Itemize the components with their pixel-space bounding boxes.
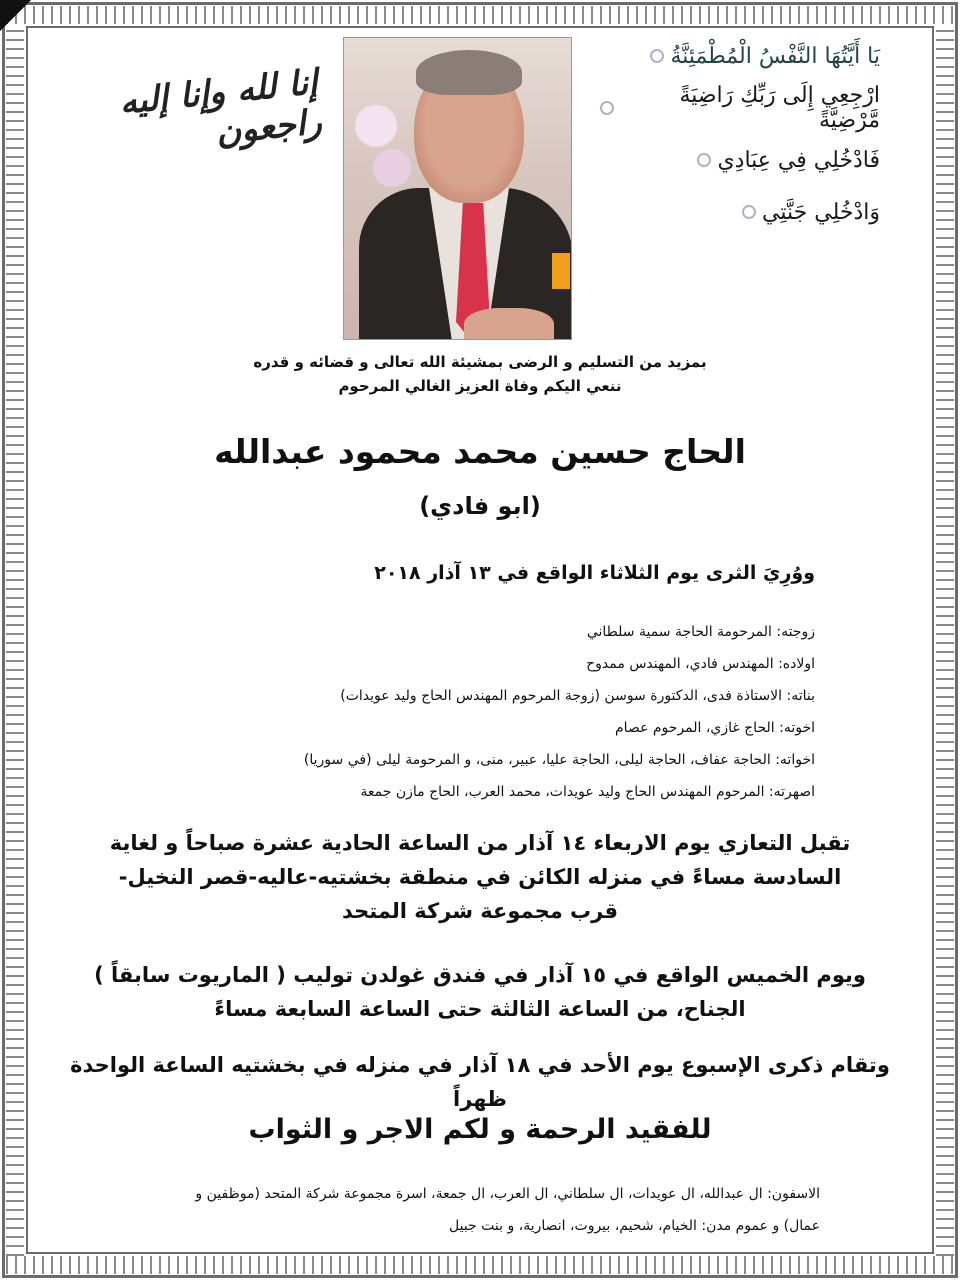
verse-line: [600, 134, 880, 186]
calligraphy-inna-lillah: إنا لله وإنا إليه راجعون: [117, 62, 324, 153]
verse-line: [600, 186, 880, 238]
verse-text: وَادْخُلِي جَنَّتِي: [762, 199, 880, 225]
verse-text: يَا أَيَّتُهَا النَّفْسُ الْمُطْمَئِنَّةُ: [670, 43, 880, 69]
closing-phrase: للفقيد الرحمة و لكم الاجر و الثواب: [248, 1114, 712, 1145]
relatives-list: [304, 616, 815, 808]
verse-end-icon: [650, 49, 664, 63]
verse-text: ارْجِعِي إِلَى رَبِّكِ رَاضِيَةً مَّرْضِيَّةً: [679, 83, 880, 133]
deceased-portrait: [343, 37, 572, 340]
portrait-pocket-square: [552, 253, 570, 289]
condolence-second-day: [60, 958, 900, 1026]
mourners-line: الاسفون: ال عبدالله، ال عويدات، ال سلطاني، ال العرب، ال جمعة، اسرة مجموعة شركة المتحد (موظفين و: [195, 1186, 820, 1202]
quran-verses: [600, 30, 880, 238]
intro-line-2: ننعي اليكم وفاة العزيز الغالي المرحوم: [338, 377, 622, 395]
deceased-name: الحاج حسين محمد محمود عبدالله: [214, 432, 746, 471]
verse-text: فَادْخُلِي فِي عِبَادِي: [717, 147, 880, 173]
verse-line: [600, 82, 880, 134]
portrait-hand: [464, 308, 554, 340]
condolence-line: قرب مجموعة شركة المتحد: [342, 899, 618, 923]
mourners-list: [130, 1178, 820, 1242]
intro-text: [60, 350, 900, 398]
condolence-line: تقبل التعازي يوم الاربعاء ١٤ آذار من الساعة الحادية عشرة صباحاً و لغاية: [109, 831, 851, 855]
relative-daughters: بناته: الاستاذة فدى، الدكتورة سوسن (زوجة المرحوم المهندس الحاج وليد عويدات): [340, 688, 815, 704]
verse-end-icon: [697, 153, 711, 167]
relative-sisters: اخواته: الحاجة عفاف، الحاجة ليلى، الحاجة عليا، عبير، منى، و المرحومة ليلى (في سوريا): [303, 752, 815, 768]
deceased-alias: (ابو فادي): [419, 492, 541, 520]
condolence-line: الجناح، من الساعة الثالثة حتى الساعة السابعة مساءً: [214, 997, 746, 1021]
condolence-line: ويوم الخميس الواقع في ١٥ آذار في فندق غولدن توليب ( الماريوت سابقاً ): [94, 963, 866, 987]
relative-brothers: اخوته: الحاج غازي، المرحوم عصام: [615, 720, 815, 736]
verse-line: [600, 30, 880, 82]
verse-end-icon: [600, 101, 614, 115]
mourning-ribbon-icon: [0, 0, 106, 46]
portrait-hair: [416, 50, 522, 95]
mourners-line: عمال) و عموم مدن: الخيام، شحيم، بيروت، انصارية، و بنت جبيل: [448, 1218, 820, 1234]
condolence-line: السادسة مساءً في منزله الكائن في منطقة بخشتيه-عاليه-قصر النخيل-: [118, 865, 842, 889]
background-flowers: [344, 78, 424, 198]
verse-end-icon: [742, 205, 756, 219]
relative-in-laws: اصهرته: المرحوم المهندس الحاج وليد عويدات، محمد العرب، الحاج مازن جمعة: [360, 784, 815, 800]
condolence-first-day: [60, 826, 900, 928]
burial-date: ووُرِيَ الثرى يوم الثلاثاء الواقع في ١٣ آذار ٢٠١٨: [374, 562, 815, 584]
week-memorial: وتقام ذكرى الإسبوع يوم الأحد في ١٨ آذار في منزله في بخشتيه الساعة الواحدة ظهراً: [70, 1053, 890, 1111]
relative-sons: اولاده: المهندس فادي، المهندس ممدوح: [586, 656, 815, 672]
intro-line-1: بمزيد من التسليم و الرضى بمشيئة الله تعالى و قضائه و قدره: [253, 353, 707, 371]
relative-wife: زوجته: المرحومة الحاجة سمية سلطاني: [586, 624, 815, 640]
